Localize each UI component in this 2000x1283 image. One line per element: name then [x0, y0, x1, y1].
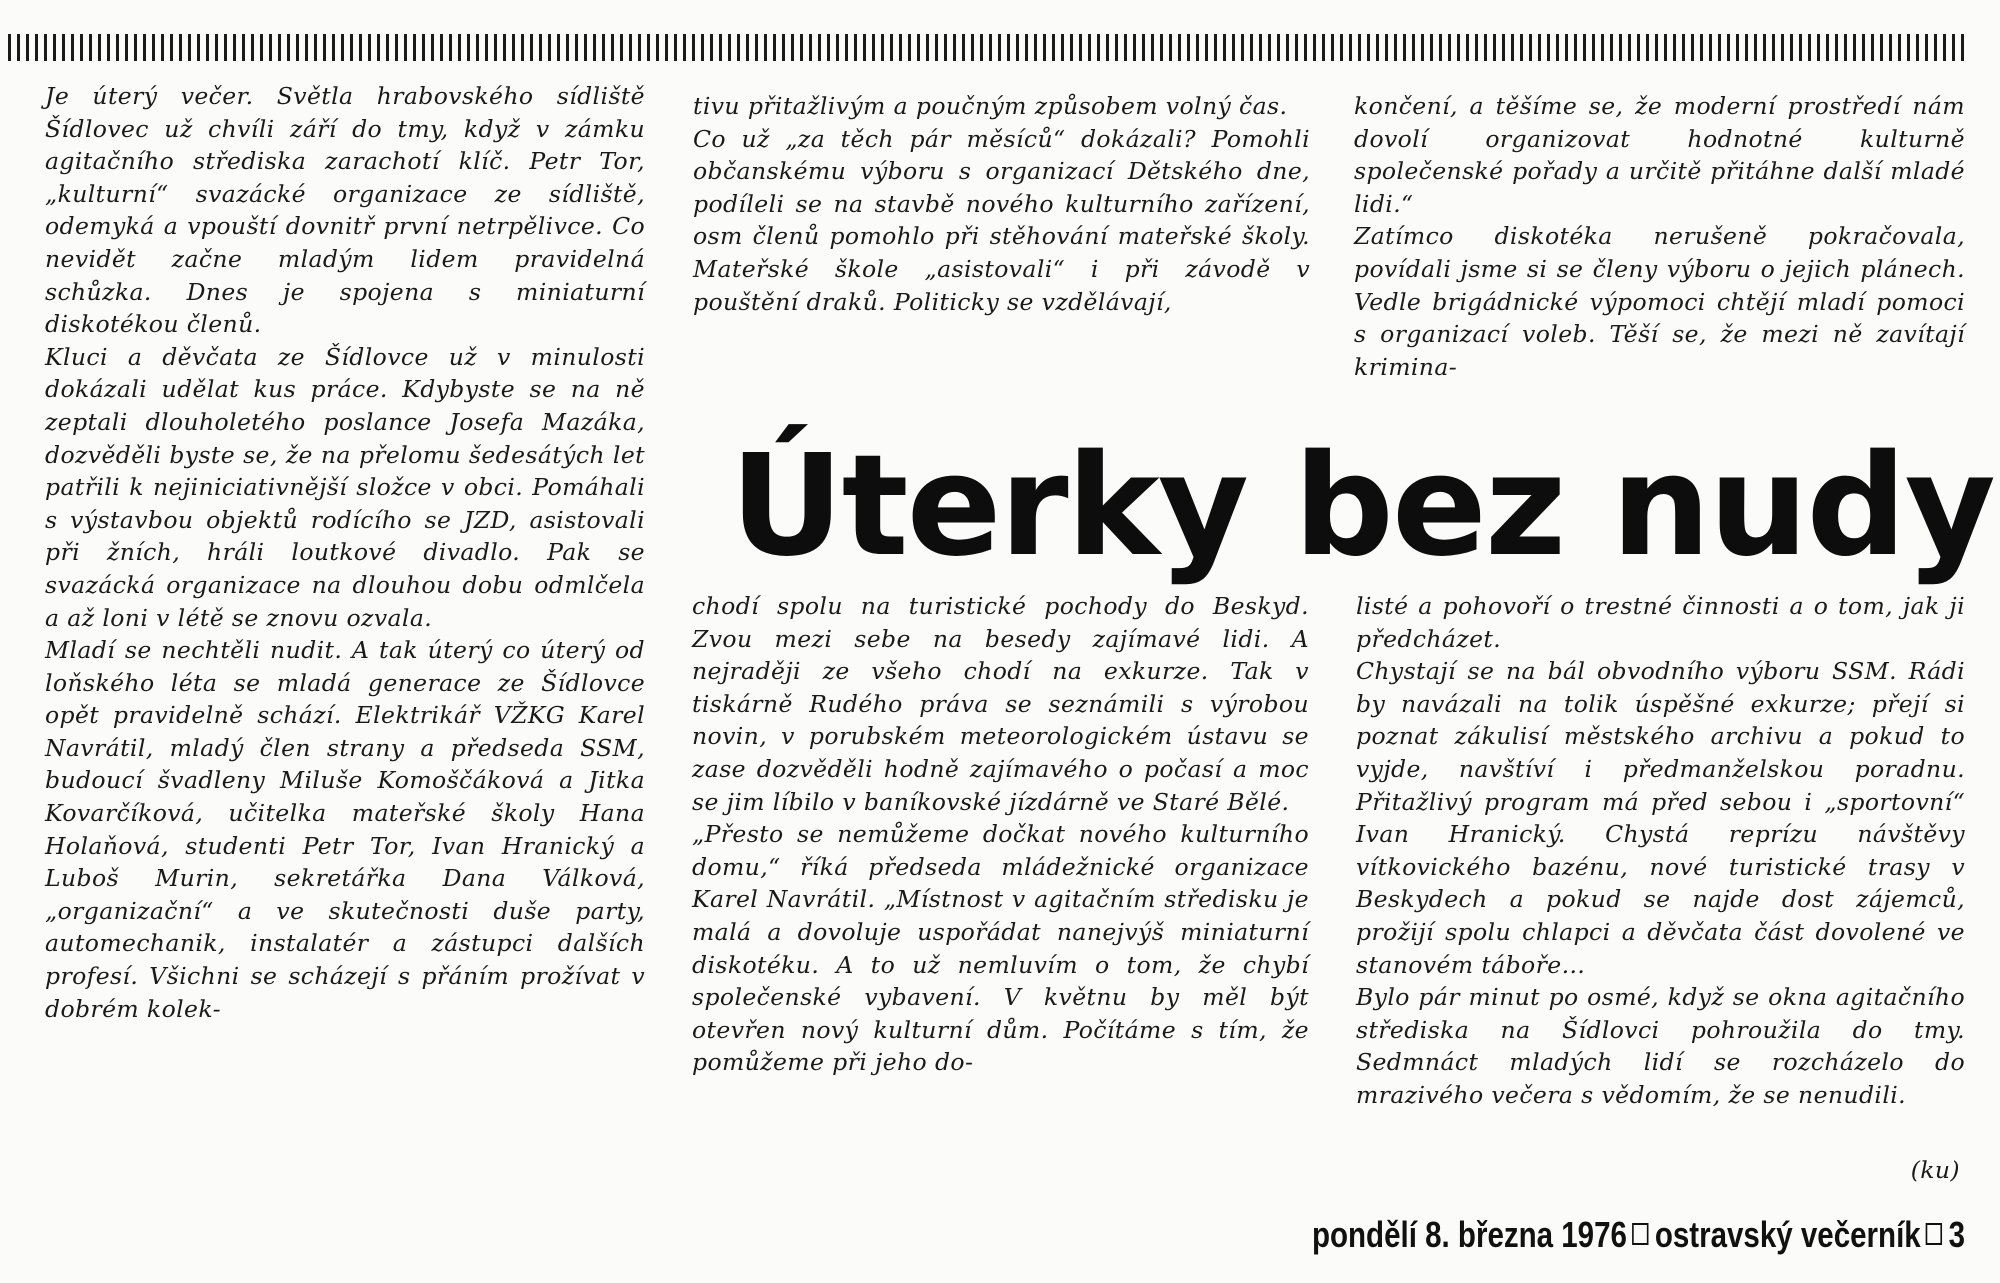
- footer-newspaper-name: ostravský večerník: [1654, 1214, 1921, 1255]
- article-column-3-bottom: listé a pohovoří o trestné činnosti a o tom, jak ji předcházet. Chystají se na bál obvodního výboru SSM. Rádi by navázali na tolik úspěšné exkurze; přejí si poznat zákulisí městského archivu a pokud to vyjde, navštíví i předmanželskou poradnu. Přitažlivý program má před sebou i „sportovní“ Ivan Hranický. Chystá reprízu návštěvy vítkovického bazénu, nové turistické trasy v Beskydech a pokud se najde dost zájemců, prožijí spolu chlapci a děvčata část dovolené ve stanovém táboře… Bylo pár minut po osmé, když se okna agitačního střediska na Šídlovci pohroužila do tmy. Sedmnáct mladých lidí se rozcházelo do mrazivého večera s vědomím, že se nenudili.: [1356, 592, 1965, 1109]
- article-column-3-top: končení, a těšíme se, že moderní prostředí nám dovolí organizovat hodnotné kulturně společenské pořady a určitě přitáhne další mladé lidi.“ Zatímco diskotéka nerušeně pokračovala, povídali jsme si se členy výboru o jejich plánech. Vedle brigádnické výpomoci chtějí mladí pomoci s organizací voleb. Těší se, že mezi ně zavítají krimina-: [1354, 92, 1965, 381]
- article-column-1: Je úterý večer. Světla hrabovského sídliště Šídlovec už chvíli září do tmy, když v zámku agitačního střediska zarachotí klíč. Petr Tor, „kulturní“ svazácké organizace ze sídliště, odemyká a vpouští dovnitř první netrpělivce. Co nevidět začne mladým lidem pravidelná schůzka. Dnes je spojena s miniaturní diskotékou členů. Kluci a děvčata ze Šídlovce už v minulosti dokázali udělat kus práce. Kdybyste se na ně zeptali dlouholetého poslance Josefa Mazáka, dozvěděli byste se, že na přelomu šedesátých let patřili k nejiniciativnější složce v obci. Pomáhali s výstavbou objektů rodícího se JZD, asistovali při žních, hráli loutkové divadlo. Pak se svazácká organizace na dlouhou dobu odmlčela a až loni v létě se znovu ozvala. Mladí se nechtěli nudit. A tak úterý co úterý od loňského léta se mladá generace ze Šídlovce opět pravidelně schází. Elektrikář VŽKG Karel Navrátil, mladý člen strany a předseda SSM, budoucí švadleny Miluše Komoščáková a Jitka Kovarčíková, učitelka mateřské školy Hana Holaňová, studenti Petr Tor, Ivan Hranický a Luboš Murin, sekretářka Dana Válková, „organizační“ a ve skutečnosti duše party, automechanik, instalatér a zástupci dalších profesí. Všichni se scházejí s přáním prožívat v dobrém kolek-: [45, 82, 645, 1023]
- article-headline: Úterky bez nudy: [730, 425, 1994, 588]
- article-column-2-bottom: chodí spolu na turistické pochody do Beskyd. Zvou mezi sebe na besedy zajímavé lidi. A nejraději ze všeho chodí na exkurze. Tak v tiskárně Rudého práva se seznámili s výrobou novin, v porubském meteorologickém ústavu se zase dozvěděli hodně zajímavého o počasí a moc se jim líbilo v baníkovské jízdárně ve Staré Bělé. „Přesto se nemůžeme dočkat nového kulturního domu,“ říká předseda mládežnické organizace Karel Navrátil. „Místnost v agitačním středisku je malá a dovoluje uspořádat nanejvýš miniaturní diskotéku. A to už nemluvím o tom, že chybí společenské vybavení. V květnu by měl být otevřen nový kulturní dům. Počítáme s tím, že pomůžeme při jeho do-: [692, 592, 1309, 1077]
- article-column-2-top: tivu přitažlivým a poučným způsobem volný čas. Co už „za těch pár měsíců“ dokázali? Pomohli občanskému výboru s organizací Dětského dne, podíleli se na stavbě nového kulturního zařízení, osm členů pomohlo při stěhování mateřské školy. Mateřské škole „asistovali“ i při závodě v pouštění draků. Politicky se vzdělávají,: [693, 92, 1310, 316]
- page-footer: [1243, 1205, 1965, 1265]
- square-separator-icon: [1632, 1223, 1648, 1245]
- footer-date: pondělí 8. března 1976: [1311, 1214, 1627, 1255]
- square-separator-icon: [1926, 1223, 1942, 1245]
- article-byline: (ku): [1910, 1156, 1960, 1184]
- top-decorative-rule: [8, 34, 1970, 61]
- footer-page-number: 3: [1948, 1214, 1965, 1255]
